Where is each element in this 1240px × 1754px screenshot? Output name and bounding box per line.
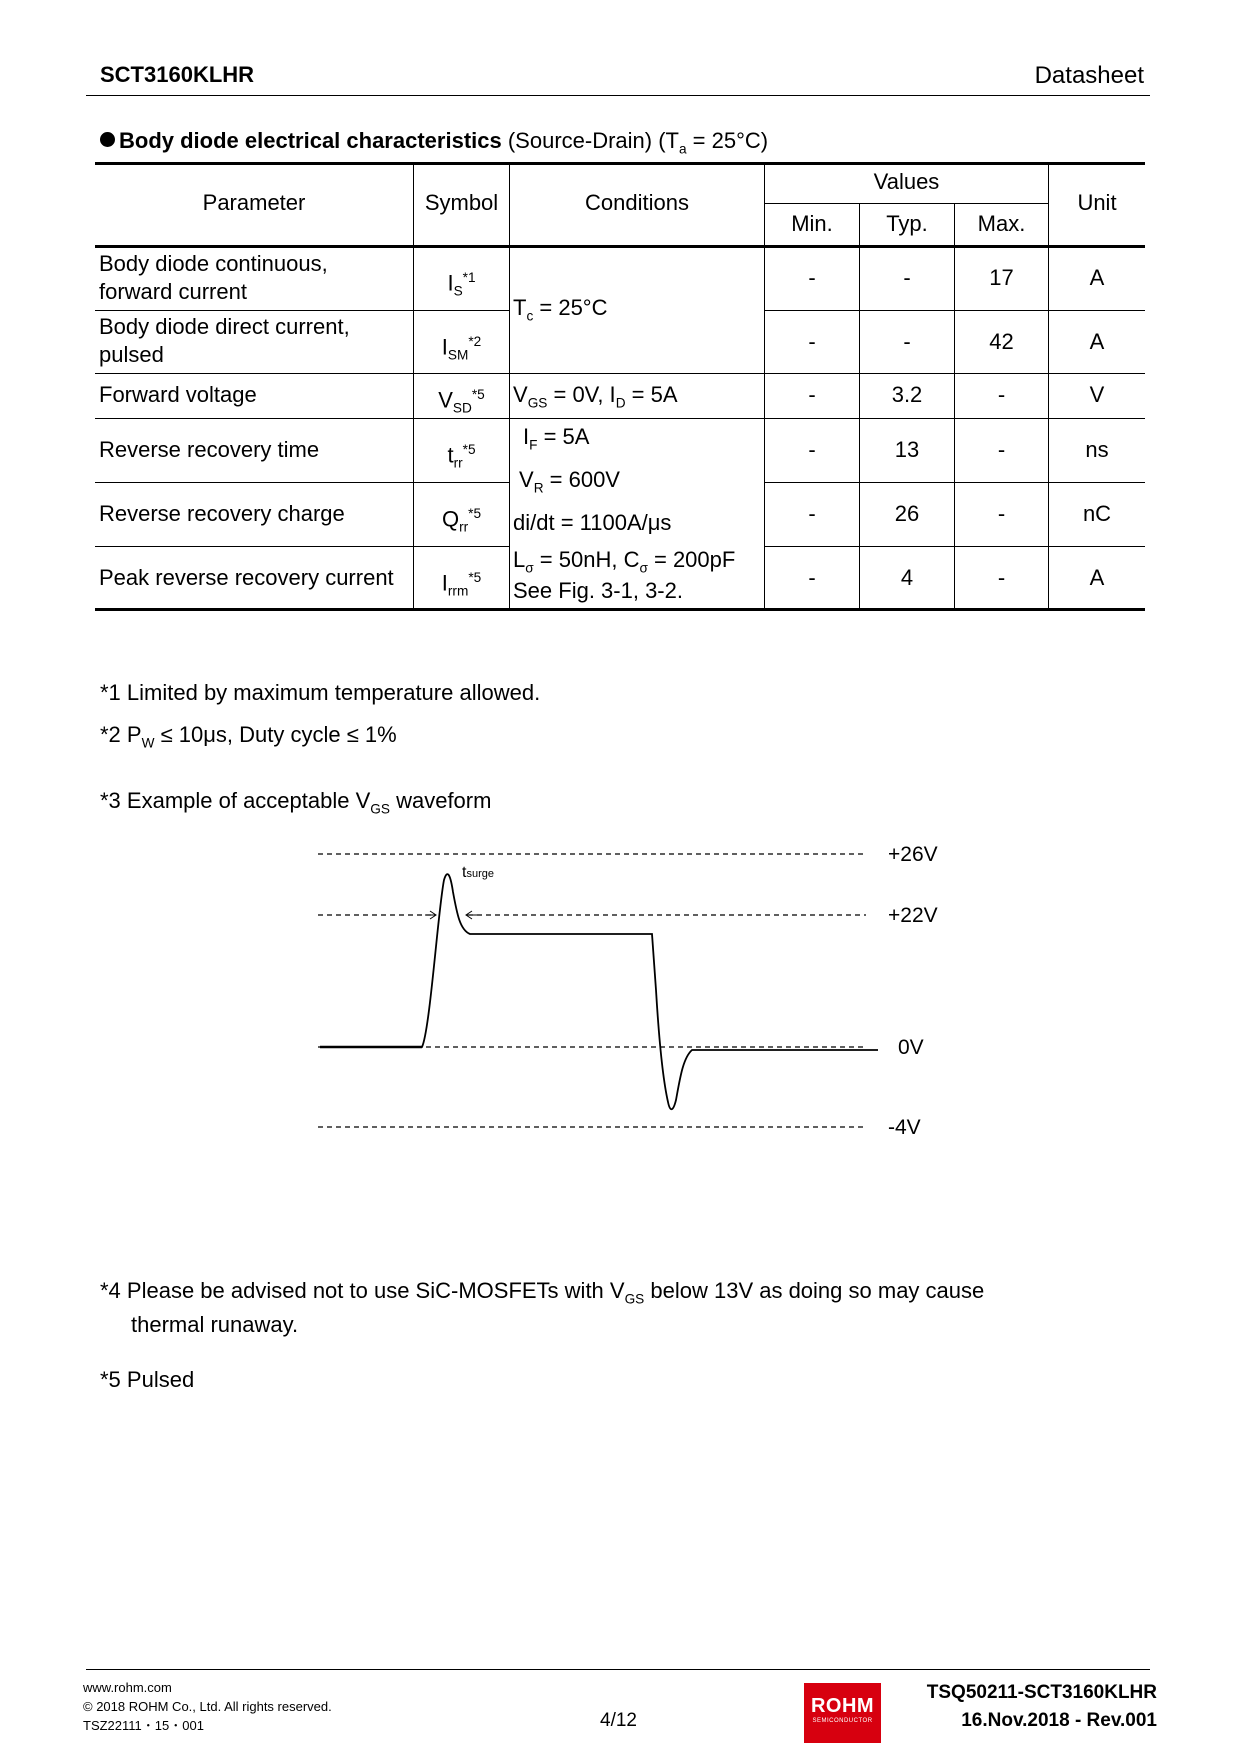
header-divider <box>86 95 1150 96</box>
level-label-26v: +26V <box>888 843 938 866</box>
table-row-max: - <box>997 382 1006 407</box>
header-conditions: Conditions <box>585 190 689 215</box>
table-row-max: 17 <box>989 265 1014 290</box>
header-values: Values <box>873 169 940 194</box>
row-rule <box>95 310 510 311</box>
row-rule <box>95 546 510 547</box>
vgs-waveform-trace <box>320 874 878 1109</box>
table-row-symbol: $I_{SM}^{*2}$ <box>441 334 482 363</box>
note-4-line-1: *4 Please be advised not to use SiC-MOSFETs with $V_{GS}$ below 13V as doing so may cause <box>100 1278 985 1307</box>
condition-didt: di/dt = 1100A/μs <box>513 510 672 535</box>
table-row-min: - <box>808 329 816 354</box>
table-row-typ: 13 <box>894 437 920 462</box>
footer-divider <box>86 1669 1150 1670</box>
table-row-max: - <box>997 501 1006 526</box>
table-row-unit: ns <box>1085 437 1109 462</box>
row-rule <box>95 482 510 483</box>
note-1: *1 Limited by maximum temperature allowed. <box>100 680 541 705</box>
header-min: Min. <box>791 211 833 236</box>
doc-type: Datasheet <box>1034 62 1144 89</box>
level-label-22v: +22V <box>888 904 938 927</box>
condition-tc: $T_c = 25^\circ C$ <box>513 295 608 324</box>
table-row-param: Reverse recovery charge <box>99 501 345 526</box>
footer-date-rev: 16.Nov.2018 - Rev.001 <box>961 1710 1157 1731</box>
level-label-neg4v: -4V <box>888 1116 921 1139</box>
table-row-min: - <box>808 265 816 290</box>
note-2: *2 $P_W \le 10\mu s$, Duty cycle ≤ 1% <box>100 722 397 751</box>
note-4-line-2: thermal runaway. <box>131 1312 299 1337</box>
table-row-min: - <box>808 565 816 590</box>
condition-vr: $V_R = 600V$ <box>519 467 620 496</box>
table-row-unit: A <box>1089 565 1105 590</box>
header-symbol: Symbol <box>424 190 499 215</box>
table-row-max: - <box>997 565 1006 590</box>
table-row-typ: 26 <box>894 501 920 526</box>
values-divider <box>764 203 1048 204</box>
row-rule <box>95 373 1145 374</box>
table-row-min: - <box>808 437 816 462</box>
rohm-logo: ROHM SEMICONDUCTOR <box>804 1683 881 1743</box>
body-diode-table <box>95 162 1145 609</box>
condition-vf: $V_{GS} = 0V$, $I_D = 5A$ <box>513 382 678 411</box>
note-5: *5 Pulsed <box>100 1367 195 1392</box>
table-bottom-rule <box>95 608 1145 611</box>
table-row-typ: 3.2 <box>891 382 923 407</box>
condition-l-c: $L_\sigma = 50nH$, $C_\sigma = 200pF$ <box>513 547 736 576</box>
tsurge-label: tsurge <box>462 864 494 881</box>
table-row-typ: 4 <box>900 565 914 590</box>
table-row-unit: A <box>1089 265 1105 290</box>
header-typ: Typ. <box>886 211 928 236</box>
row-rule <box>95 418 1145 419</box>
part-number: SCT3160KLHR <box>100 62 255 87</box>
footer-code: TSZ22111・15・001 <box>83 1718 204 1733</box>
table-row-param: Reverse recovery time <box>99 437 320 462</box>
table-row-symbol: $I_S^{*1}$ <box>447 270 476 299</box>
table-row-symbol: $I_{rrm}^{*5}$ <box>441 570 482 599</box>
table-row-unit: A <box>1089 329 1105 354</box>
section-title: Body diode electrical characteristics (Source-Drain) $(T_a = 25^\circ C)$ <box>100 128 768 156</box>
table-row-min: - <box>808 382 816 407</box>
table-row-symbol: $V_{SD}^{*5}$ <box>438 387 485 416</box>
table-row-max: - <box>997 437 1006 462</box>
table-row-param: Forward voltage <box>99 382 257 407</box>
bullet-icon <box>100 132 115 147</box>
table-row-typ: - <box>903 265 911 290</box>
table-top-rule <box>95 162 1145 165</box>
tsurge-arrows <box>425 911 478 919</box>
header-parameter: Parameter <box>202 190 306 215</box>
table-row-unit: nC <box>1082 501 1112 526</box>
condition-if: $I_F = 5A$ <box>523 424 590 453</box>
header-unit: Unit <box>1077 190 1117 215</box>
col-rule <box>509 162 510 610</box>
table-row-symbol: $t_{rr}^{*5}$ <box>447 442 476 471</box>
condition-fig: See Fig. 3-1, 3-2. <box>513 578 683 603</box>
table-row-param: Body diode continuous, forward current <box>99 251 328 304</box>
header-bottom-rule <box>95 245 1145 248</box>
table-row-param: Body diode direct current, pulsed <box>99 314 350 367</box>
table-row-max: 42 <box>989 329 1014 354</box>
table-row-min: - <box>808 501 816 526</box>
level-label-0v: 0V <box>898 1036 924 1059</box>
footer-copyright: © 2018 ROHM Co., Ltd. All rights reserved. <box>83 1699 332 1714</box>
note-3: *3 Example of acceptable $V_{GS}$ waveform <box>100 788 492 817</box>
table-row-typ: - <box>903 329 911 354</box>
table-row-symbol: $Q_{rr}^{*5}$ <box>441 506 482 535</box>
header-max: Max. <box>977 211 1026 236</box>
vgs-waveform-figure <box>300 830 960 1150</box>
footer-doc-id: TSQ50211-SCT3160KLHR <box>926 1682 1157 1703</box>
table-row-param: Peak reverse recovery current <box>99 565 394 590</box>
table-row-unit: V <box>1089 382 1105 407</box>
footer-website: www.rohm.com <box>83 1680 172 1695</box>
page-number: 4/12 <box>600 1710 637 1731</box>
